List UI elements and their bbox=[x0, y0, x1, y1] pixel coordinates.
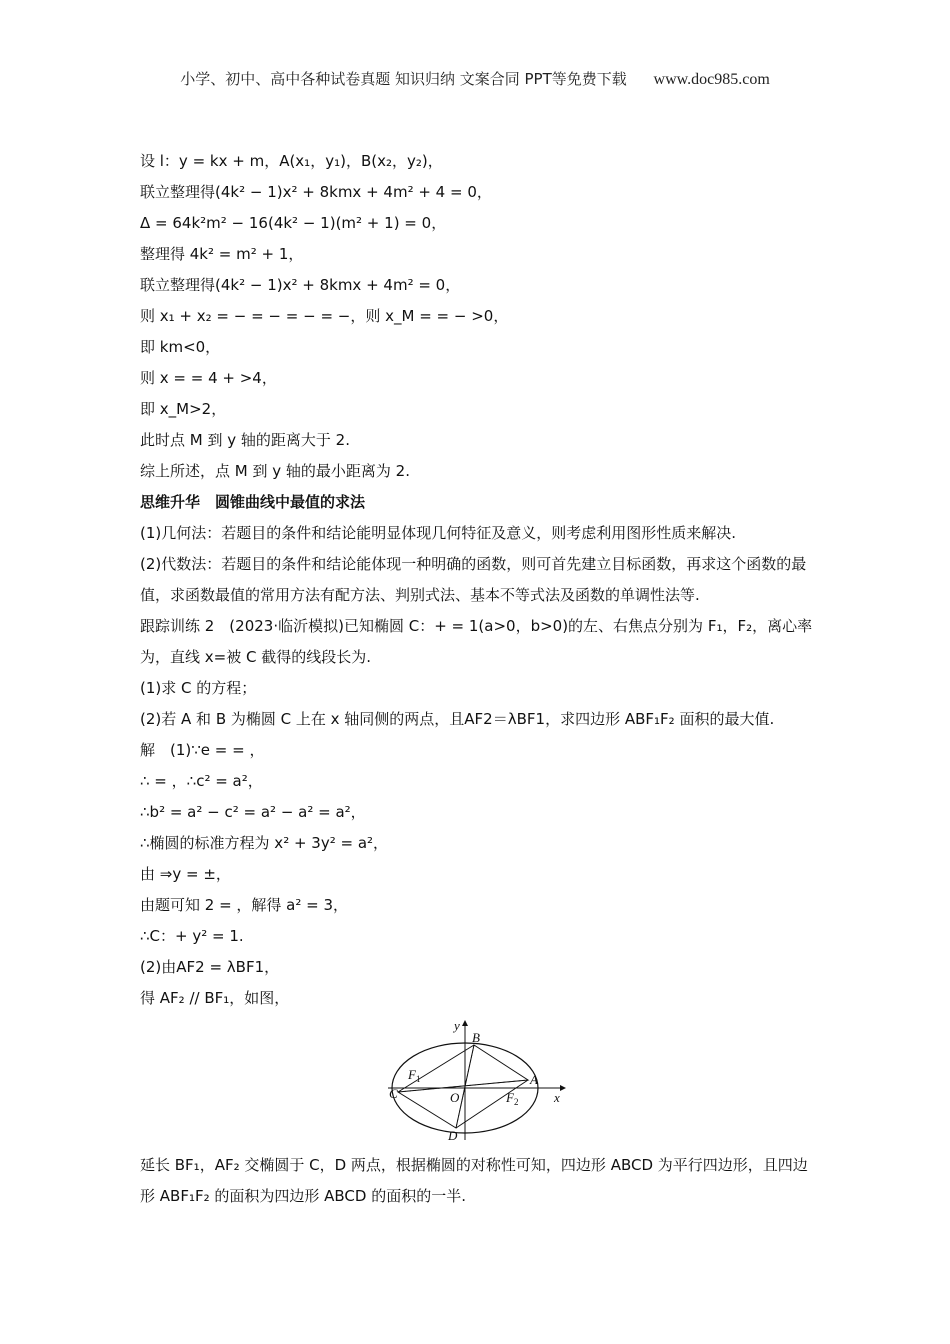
solution-line: 设 l：y = kx + m，A(x₁，y₁)，B(x₂，y₂)， bbox=[140, 152, 443, 170]
solution-line: 此时点 M 到 y 轴的距离大于 2. bbox=[140, 431, 350, 449]
label-f1: F bbox=[408, 1067, 416, 1082]
answer-line: 解 (1)∵e = = ， bbox=[140, 741, 265, 759]
method-algebraic: (2)代数法：若题目的条件和结论能体现一种明确的函数，则可首先建立目标函数，再求这个函数的最值，求函数最值的常用方法有配方法、判别式法、基本不等式法及函数的单调性法等. bbox=[140, 555, 807, 604]
label-d: D bbox=[448, 1128, 458, 1142]
header-site[interactable]: www.doc985.com bbox=[653, 71, 770, 88]
solution-line: 则 x = = 4 + >4， bbox=[140, 369, 277, 387]
x-axis-arrow bbox=[560, 1085, 566, 1091]
label-x: x bbox=[554, 1090, 560, 1105]
label-a: A bbox=[530, 1072, 538, 1087]
answer-line: 由 ⇒y = ±， bbox=[140, 865, 231, 883]
solution-line: 整理得 4k² = m² + 1， bbox=[140, 245, 304, 263]
method-geometric: (1)几何法：若题目的条件和结论能明显体现几何特征及意义，则考虑利用图形性质来解决. bbox=[140, 524, 737, 542]
header-text: 小学、初中、高中各种试卷真题 知识归纳 文案合同 PPT等免费下载 bbox=[180, 70, 627, 88]
parallelogram-abcd bbox=[398, 1045, 528, 1128]
ellipse-diagram bbox=[388, 1018, 568, 1142]
answer-line: 由题可知 2 = ，解得 a² = 3， bbox=[140, 896, 349, 914]
label-y: y bbox=[454, 1018, 460, 1033]
ellipse-figure bbox=[140, 1018, 820, 1146]
solution-line: 则 x₁ + x₂ = − = − = − = −，则 x_M = = − >0， bbox=[140, 307, 509, 325]
label-f2-sub: 2 bbox=[514, 1097, 519, 1107]
solution-line: 综上所述，点 M 到 y 轴的最小距离为 2. bbox=[140, 462, 410, 480]
document-body bbox=[140, 146, 820, 1212]
answer-line: ∴ = ，∴c² = a²， bbox=[140, 772, 263, 790]
solution-line: 联立整理得(4k² − 1)x² + 8kmx + 4m² + 4 = 0， bbox=[140, 183, 492, 201]
answer-line: ∴b² = a² − c² = a² − a² = a²， bbox=[140, 803, 366, 821]
y-axis-arrow bbox=[462, 1020, 468, 1026]
question-line: (2)若 A 和 B 为椭圆 C 上在 x 轴同侧的两点，且AF2＝λBF1，求四边形 ABF₁F₂ 面积的最大值. bbox=[140, 710, 775, 728]
label-b: B bbox=[472, 1030, 480, 1045]
question-line: (1)求 C 的方程； bbox=[140, 679, 257, 697]
solution-line: 即 x_M>2， bbox=[140, 400, 227, 418]
answer-line: (2)由AF2 = λBF1， bbox=[140, 958, 280, 976]
solution-line: 联立整理得(4k² − 1)x² + 8kmx + 4m² = 0， bbox=[140, 276, 461, 294]
exercise-statement: 跟踪训练 2 (2023·临沂模拟)已知椭圆 C：+ = 1(a>0，b>0)的左、右焦点分别为 F₁，F₂，离心率为，直线 x=被 C 截得的线段长为. bbox=[140, 617, 813, 666]
page-header bbox=[0, 68, 950, 89]
answer-line: ∴椭圆的标准方程为 x² + 3y² = a²， bbox=[140, 834, 389, 852]
label-o: O bbox=[450, 1090, 460, 1105]
summary-title: 思维升华 圆锥曲线中最值的求法 bbox=[140, 493, 366, 511]
answer-line: 得 AF₂ // BF₁，如图， bbox=[140, 989, 290, 1007]
answer-line: ∴C：+ y² = 1. bbox=[140, 927, 244, 945]
conclusion-paragraph: 延长 BF₁，AF₂ 交椭圆于 C，D 两点，根据椭圆的对称性可知，四边形 ABCD 为平行四边形，且四边形 ABF₁F₂ 的面积为四边形 ABCD 的面积的一半. bbox=[140, 1156, 808, 1205]
label-f2: F bbox=[506, 1090, 514, 1105]
label-f1-sub: 1 bbox=[416, 1074, 421, 1084]
solution-line: Δ = 64k²m² − 16(4k² − 1)(m² + 1) = 0， bbox=[140, 214, 447, 232]
label-c: C bbox=[389, 1086, 398, 1101]
solution-line: 即 km<0， bbox=[140, 338, 221, 356]
